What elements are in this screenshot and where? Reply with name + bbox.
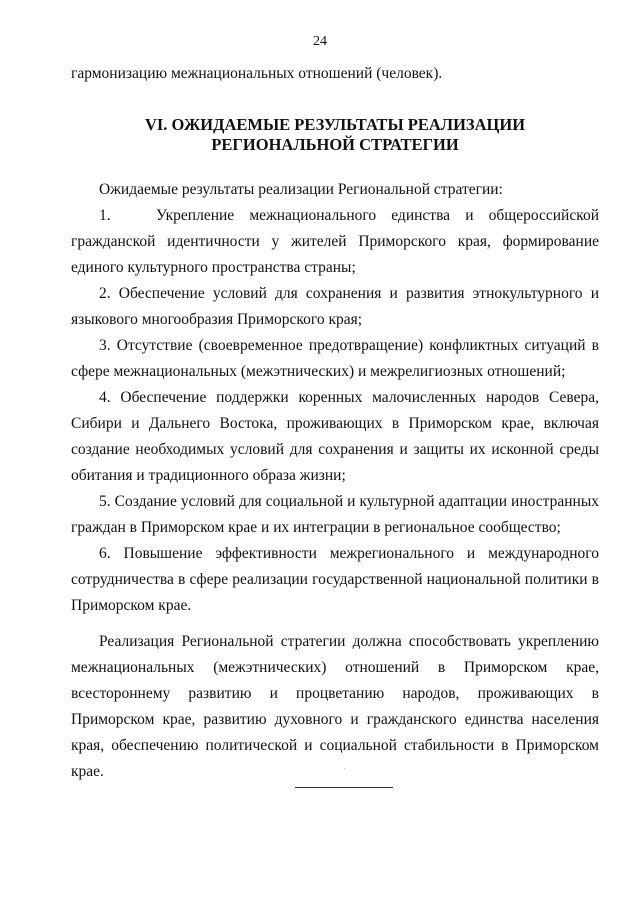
section-title-line-1: VI. ОЖИДАЕМЫЕ РЕЗУЛЬТАТЫ РЕАЛИЗАЦИИ <box>144 115 526 134</box>
result-item-5: 5. Создание условий для социальной и культурной адаптации иностранных граждан в Приморском крае и их интеграции в региональное сообщество; <box>71 493 599 536</box>
section-title-line-2: РЕГИОНАЛЬНОЙ СТРАТЕГИИ <box>211 135 459 154</box>
result-item-2: 2. Обеспечение условий для сохранения и развития этнокультурного и языкового многообразия Приморского края; <box>71 285 599 328</box>
result-item-4: 4. Обеспечение поддержки коренных малочисленных народов Севера, Сибири и Дальнего Востока, проживающих в Приморском крае, включая создание необходимых условий для сохранения и защиты их исконной среды обитания и традиционного образа жизни; <box>71 389 599 484</box>
conclusion-paragraph: Реализация Региональной стратегии должна способствовать укреплению межнациональных (межэтнических) отношений в Приморском крае, всестороннему развитию и процветанию народов, проживающих в Приморском крае, развитию духовного и гражданского единства населения края, обеспечению политической и социальной стабильности в Приморском крае. <box>71 633 599 780</box>
document-body <box>71 61 599 785</box>
continuation-text: гармонизацию межнациональных отношений (человек). <box>71 65 443 82</box>
scan-speck <box>344 768 345 769</box>
result-item-3: 3. Отсутствие (своевременное предотвращение) конфликтных ситуаций в сфере межнациональных (межэтнических) и межрелигиозных отношений; <box>71 337 599 380</box>
end-separator-line <box>295 787 393 788</box>
page-number: 24 <box>313 34 327 49</box>
result-item-1: 1. Укрепление межнационального единства и общероссийской гражданской идентичности у жителей Приморского края, формирование единого культурного пространства страны; <box>71 207 599 276</box>
intro-paragraph: Ожидаемые результаты реализации Региональной стратегии: <box>99 181 503 198</box>
section-title <box>71 115 599 155</box>
result-item-6: 6. Повышение эффективности межрегионального и международного сотрудничества в сфере реализации государственной национальной политики в Приморском крае. <box>71 545 599 614</box>
